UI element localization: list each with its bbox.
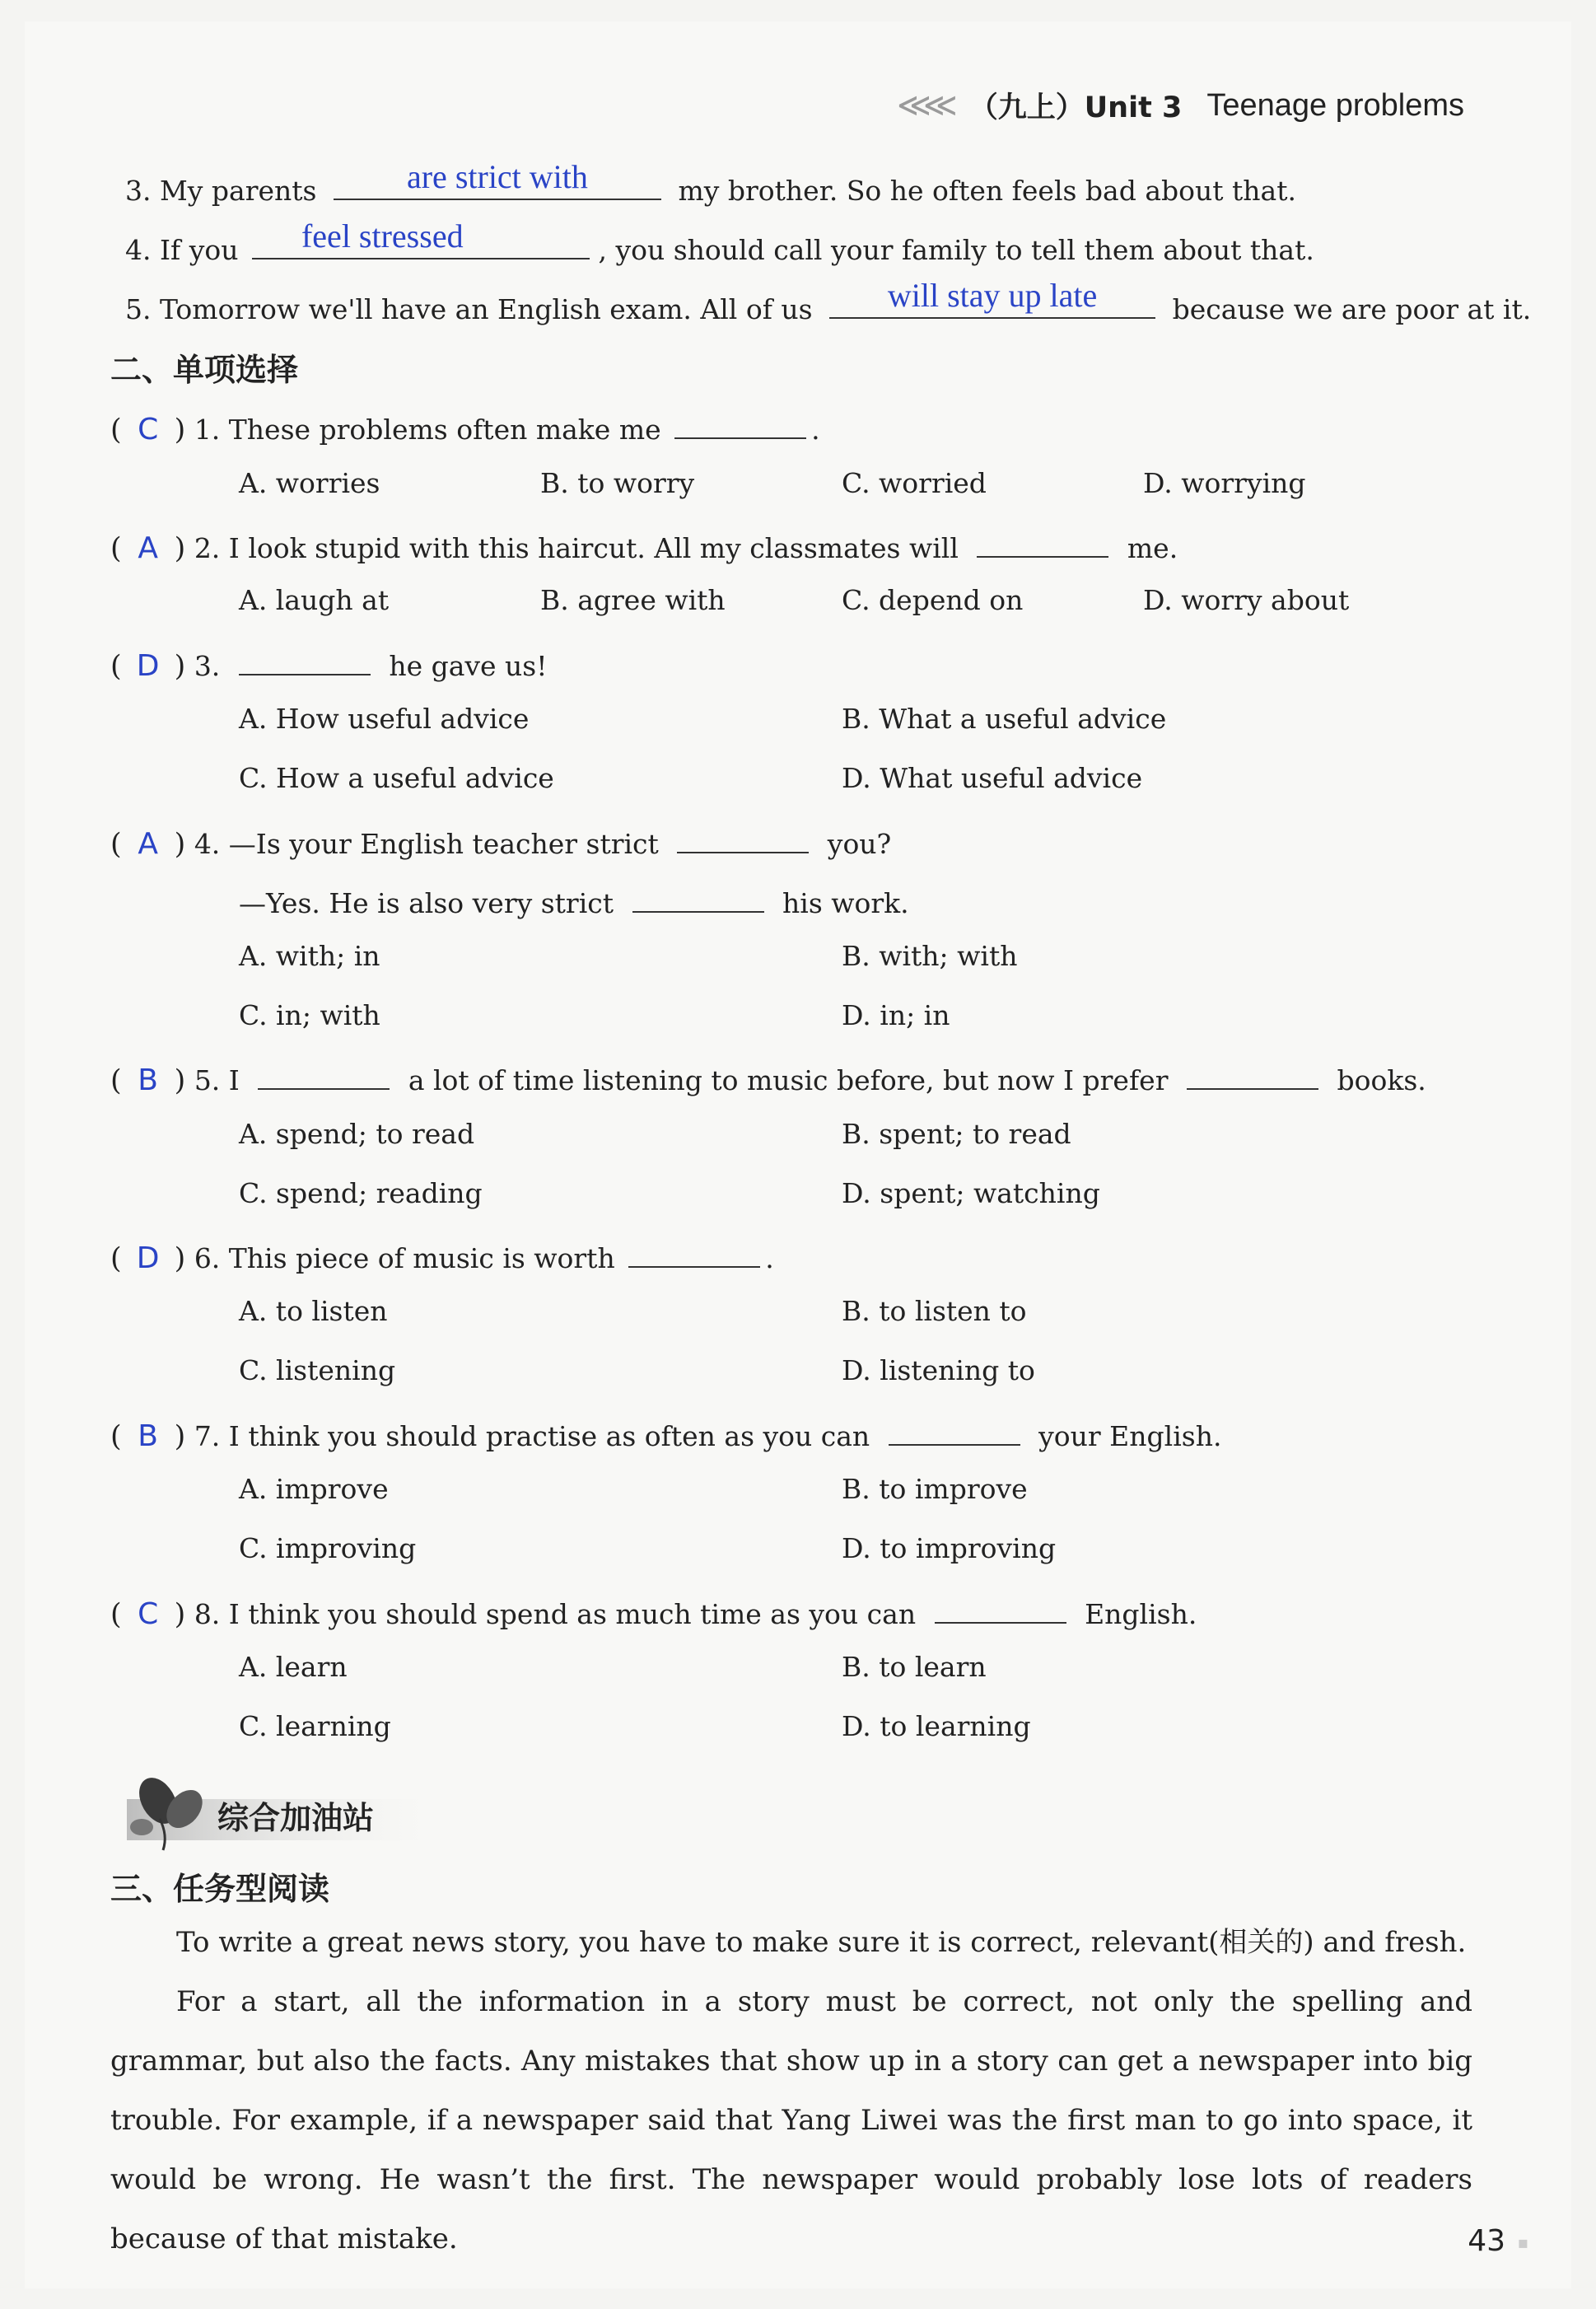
option-a[interactable]: A. learn	[239, 1651, 348, 1683]
reading-paragraph-1: To write a great news story, you have to make sure it is correct, relevant(相关的) and fresh.	[176, 1926, 1467, 1959]
handwritten-choice: C	[138, 413, 159, 446]
sentence-text: , you should call your family to tell them about that.	[598, 234, 1314, 266]
answer-blank	[628, 1230, 760, 1268]
handwritten-answer: are strict with	[406, 158, 588, 195]
question-5: ( B ) 5. I a lot of time listening to music before, but now I prefer books.	[110, 1052, 1426, 1101]
option-a[interactable]: A. spend; to read	[239, 1118, 475, 1150]
question-stem-end: you?	[827, 828, 892, 860]
option-c[interactable]: C. How a useful advice	[239, 762, 554, 794]
option-b[interactable]: B. What a useful advice	[842, 703, 1167, 735]
answer-blank	[889, 1408, 1020, 1446]
section-banner	[110, 1769, 456, 1852]
option-d[interactable]: D. worry about	[1143, 584, 1350, 616]
option-d[interactable]: D. spent; watching	[842, 1177, 1100, 1209]
handwritten-choice: D	[136, 649, 160, 683]
handwritten-choice: A	[138, 531, 158, 565]
option-c[interactable]: C. in; with	[239, 999, 380, 1031]
option-d[interactable]: D. listening to	[842, 1354, 1035, 1386]
question-2: ( A ) 2. I look stupid with this haircut. All my classmates will me.	[110, 520, 1178, 569]
answer-blank	[1187, 1052, 1318, 1090]
option-a[interactable]: A. with; in	[239, 940, 380, 972]
question-stem: 2. I look stupid with this haircut. All my classmates will	[194, 532, 959, 564]
question-3: ( D ) 3. he gave us!	[110, 638, 548, 687]
page-number: 43	[1468, 2224, 1505, 2258]
option-c[interactable]: C. listening	[239, 1354, 396, 1386]
question-stem: 6. This piece of music is worth	[194, 1242, 615, 1274]
answer-blank[interactable]	[829, 277, 1155, 319]
option-b[interactable]: B. spent; to read	[842, 1118, 1071, 1150]
sentence-text: because we are poor at it.	[1172, 293, 1532, 325]
question-stem: 1. These problems often make me	[194, 414, 661, 446]
option-b[interactable]: B. agree with	[540, 584, 726, 616]
handwritten-choice: A	[138, 827, 158, 861]
option-a[interactable]: A. worries	[239, 467, 380, 499]
answer-blank	[977, 520, 1108, 558]
question-7: ( B ) 7. I think you should practise as often as you can your English.	[110, 1408, 1221, 1457]
option-c[interactable]: C. depend on	[842, 584, 1024, 616]
unit-label: （九上）Unit 3	[968, 91, 1183, 124]
handwritten-choice: B	[138, 1063, 158, 1097]
sentence-text: 3. My parents	[125, 175, 317, 207]
answer-blank[interactable]	[252, 217, 590, 259]
answer-blank	[239, 638, 371, 675]
option-a[interactable]: A. How useful advice	[239, 703, 530, 735]
handwritten-choice: D	[136, 1241, 160, 1275]
fill-in-item-5	[125, 277, 1532, 330]
answer-blank	[935, 1586, 1066, 1624]
question-stem: —Yes. He is also very strict	[239, 887, 614, 919]
fill-in-item-3	[125, 158, 1296, 212]
question-4-reply	[239, 875, 909, 924]
question-stem-end: .	[765, 1242, 774, 1274]
handwritten-choice: C	[138, 1597, 159, 1631]
option-b[interactable]: B. to listen to	[842, 1295, 1027, 1327]
option-a[interactable]: A. laugh at	[239, 584, 390, 616]
option-c[interactable]: C. worried	[842, 467, 987, 499]
page-edge-mark: ▪	[1517, 2232, 1528, 2252]
question-1: ( C ) 1. These problems often make me .	[110, 401, 820, 451]
question-4: ( A ) 4. —Is your English teacher strict you?	[110, 816, 891, 865]
option-a[interactable]: A. improve	[239, 1473, 389, 1505]
option-d[interactable]: D. What useful advice	[842, 762, 1143, 794]
answer-blank[interactable]	[334, 158, 661, 200]
handwritten-answer: will stay up late	[887, 277, 1098, 314]
unit-topic: Teenage problems	[1206, 87, 1464, 123]
page-header	[897, 86, 1464, 125]
handwritten-choice: B	[138, 1419, 158, 1453]
question-stem-end: English.	[1085, 1598, 1197, 1630]
question-stem-end: his work.	[782, 887, 909, 919]
option-b[interactable]: B. to learn	[842, 1651, 987, 1683]
banner-title: 综合加油站	[217, 1800, 375, 1836]
option-d[interactable]: D. to learning	[842, 1710, 1031, 1742]
question-stem: 3.	[194, 650, 221, 682]
sentence-text: 5. Tomorrow we'll have an English exam. All of us	[125, 293, 813, 325]
question-8: ( C ) 8. I think you should spend as much time as you can English.	[110, 1586, 1197, 1635]
question-stem: 7. I think you should practise as often as you can	[194, 1420, 870, 1452]
fill-in-item-4	[125, 217, 1314, 271]
option-b[interactable]: B. to improve	[842, 1473, 1028, 1505]
question-stem: a lot of time listening to music before, but now I prefer	[408, 1064, 1169, 1096]
question-stem-end: he gave us!	[389, 650, 548, 682]
option-b[interactable]: B. with; with	[842, 940, 1018, 972]
sentence-text: 4. If you	[125, 234, 239, 266]
option-a[interactable]: A. to listen	[239, 1295, 388, 1327]
triple-chevron-icon: ≪≪	[896, 86, 950, 124]
reading-paragraph-2: For a start, all the information in a story must be correct, not only the spelling and grammar, but also the facts. Any mistakes that show up in a story can get a newspaper into big trouble. For example, if a newspaper said that Yang Liwei was the first man to go into space, it would be wrong. He wasn’t the first. The newspaper would probably lose lots of readers because of that mistake.	[110, 1985, 1472, 2255]
sentence-text: my brother. So he often feels bad about that.	[678, 175, 1296, 207]
question-stem-end: books.	[1337, 1064, 1426, 1096]
section-title-reading: 三、任务型阅读	[110, 1871, 330, 1907]
answer-blank	[632, 875, 764, 913]
question-stem-end: your English.	[1038, 1420, 1222, 1452]
option-d[interactable]: D. to improving	[842, 1532, 1057, 1564]
option-d[interactable]: D. worrying	[1143, 467, 1306, 499]
question-stem: 8. I think you should spend as much time as you can	[194, 1598, 917, 1630]
option-c[interactable]: C. improving	[239, 1532, 417, 1564]
option-d[interactable]: D. in; in	[842, 999, 950, 1031]
question-stem: 4. —Is your English teacher strict	[194, 828, 659, 860]
answer-blank	[258, 1052, 390, 1090]
option-c[interactable]: C. learning	[239, 1710, 391, 1742]
section-title-multiple-choice: 二、单项选择	[110, 352, 299, 388]
question-stem-end: me.	[1127, 532, 1178, 564]
question-stem: 5. I	[194, 1064, 240, 1096]
handwritten-answer: feel stressed	[301, 217, 464, 255]
question-6: ( D ) 6. This piece of music is worth .	[110, 1230, 774, 1279]
answer-blank	[677, 816, 809, 853]
option-c[interactable]: C. spend; reading	[239, 1177, 483, 1209]
question-stem-end: .	[811, 414, 820, 446]
answer-blank	[674, 401, 806, 439]
option-b[interactable]: B. to worry	[540, 467, 695, 499]
